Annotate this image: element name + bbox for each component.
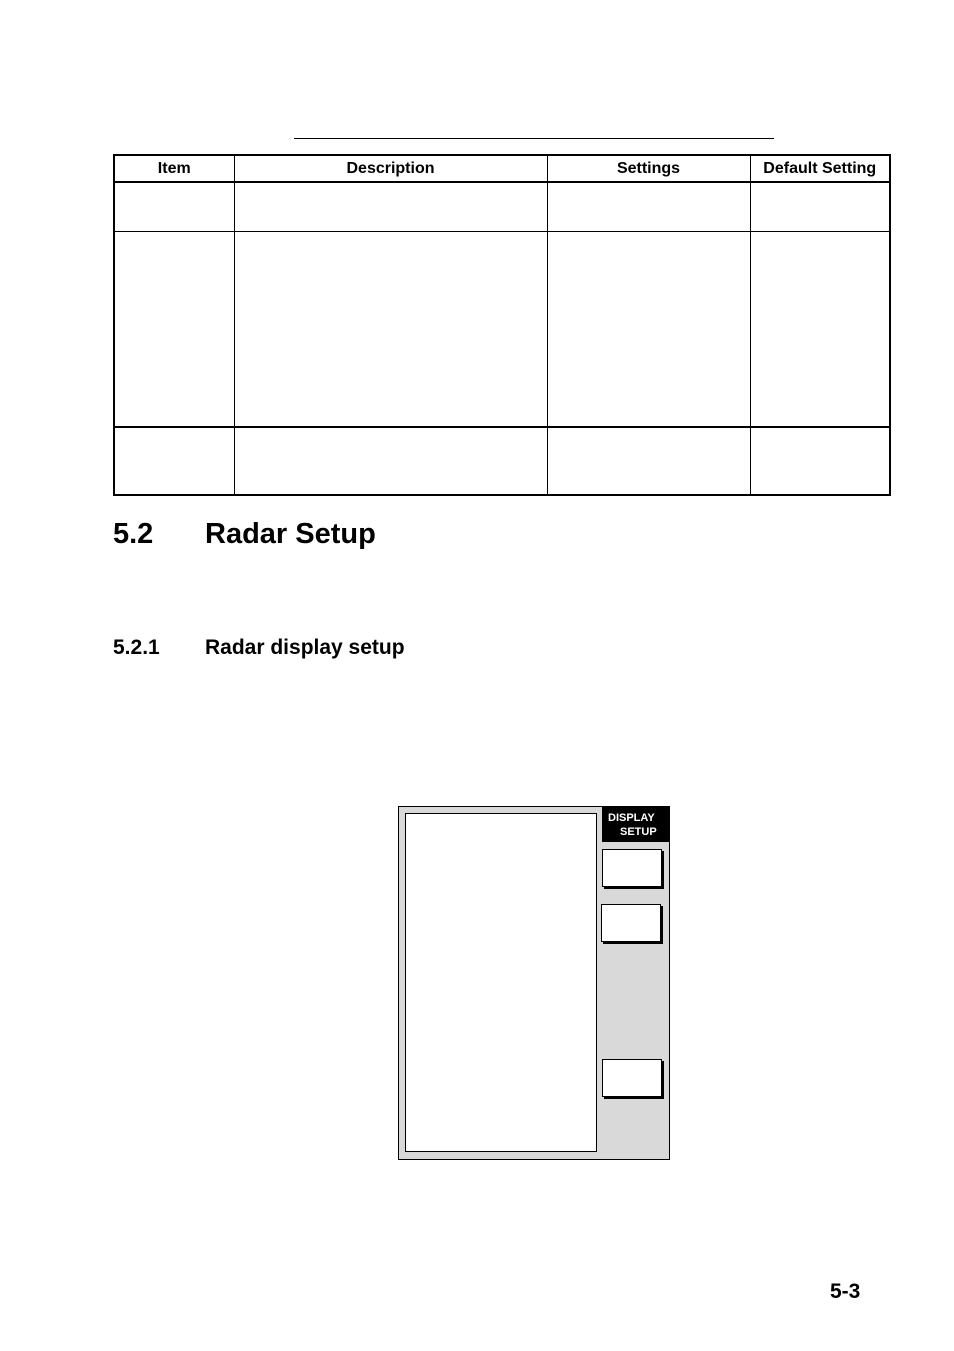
subsection-number: 5.2.1	[113, 636, 160, 659]
table-cell	[750, 182, 890, 232]
header-default-setting: Default Setting	[750, 155, 890, 182]
table-header-row	[114, 155, 890, 182]
section-title: Radar Setup	[205, 518, 376, 550]
menu-screen-area	[405, 813, 597, 1152]
header-settings: Settings	[547, 155, 750, 182]
table-cell	[114, 232, 234, 428]
table-cell	[114, 182, 234, 232]
subsection-title: Radar display setup	[205, 636, 405, 659]
soft-key-3[interactable]	[602, 1059, 662, 1097]
header-item: Item	[114, 155, 234, 182]
table-row	[114, 427, 890, 495]
soft-key-2[interactable]	[601, 904, 661, 942]
table-row	[114, 182, 890, 232]
section-number: 5.2	[113, 518, 154, 550]
soft-key-1[interactable]	[602, 849, 662, 887]
header-description: Description	[234, 155, 547, 182]
table-cell	[234, 182, 547, 232]
table-cell	[547, 182, 750, 232]
menu-title-line1: DISPLAY	[608, 812, 655, 824]
table-cell	[750, 427, 890, 495]
table-row	[114, 232, 890, 428]
menu-title-line2: SETUP	[620, 826, 657, 838]
table-cell	[547, 232, 750, 428]
settings-table	[113, 154, 891, 496]
table-cell	[114, 427, 234, 495]
table-cell	[750, 232, 890, 428]
table-cell	[234, 232, 547, 428]
table-cell	[234, 427, 547, 495]
top-rule	[294, 138, 774, 139]
display-setup-menu-figure	[398, 806, 670, 1160]
page-number: 5-3	[830, 1280, 861, 1303]
menu-title-box	[602, 807, 669, 842]
table-cell	[547, 427, 750, 495]
